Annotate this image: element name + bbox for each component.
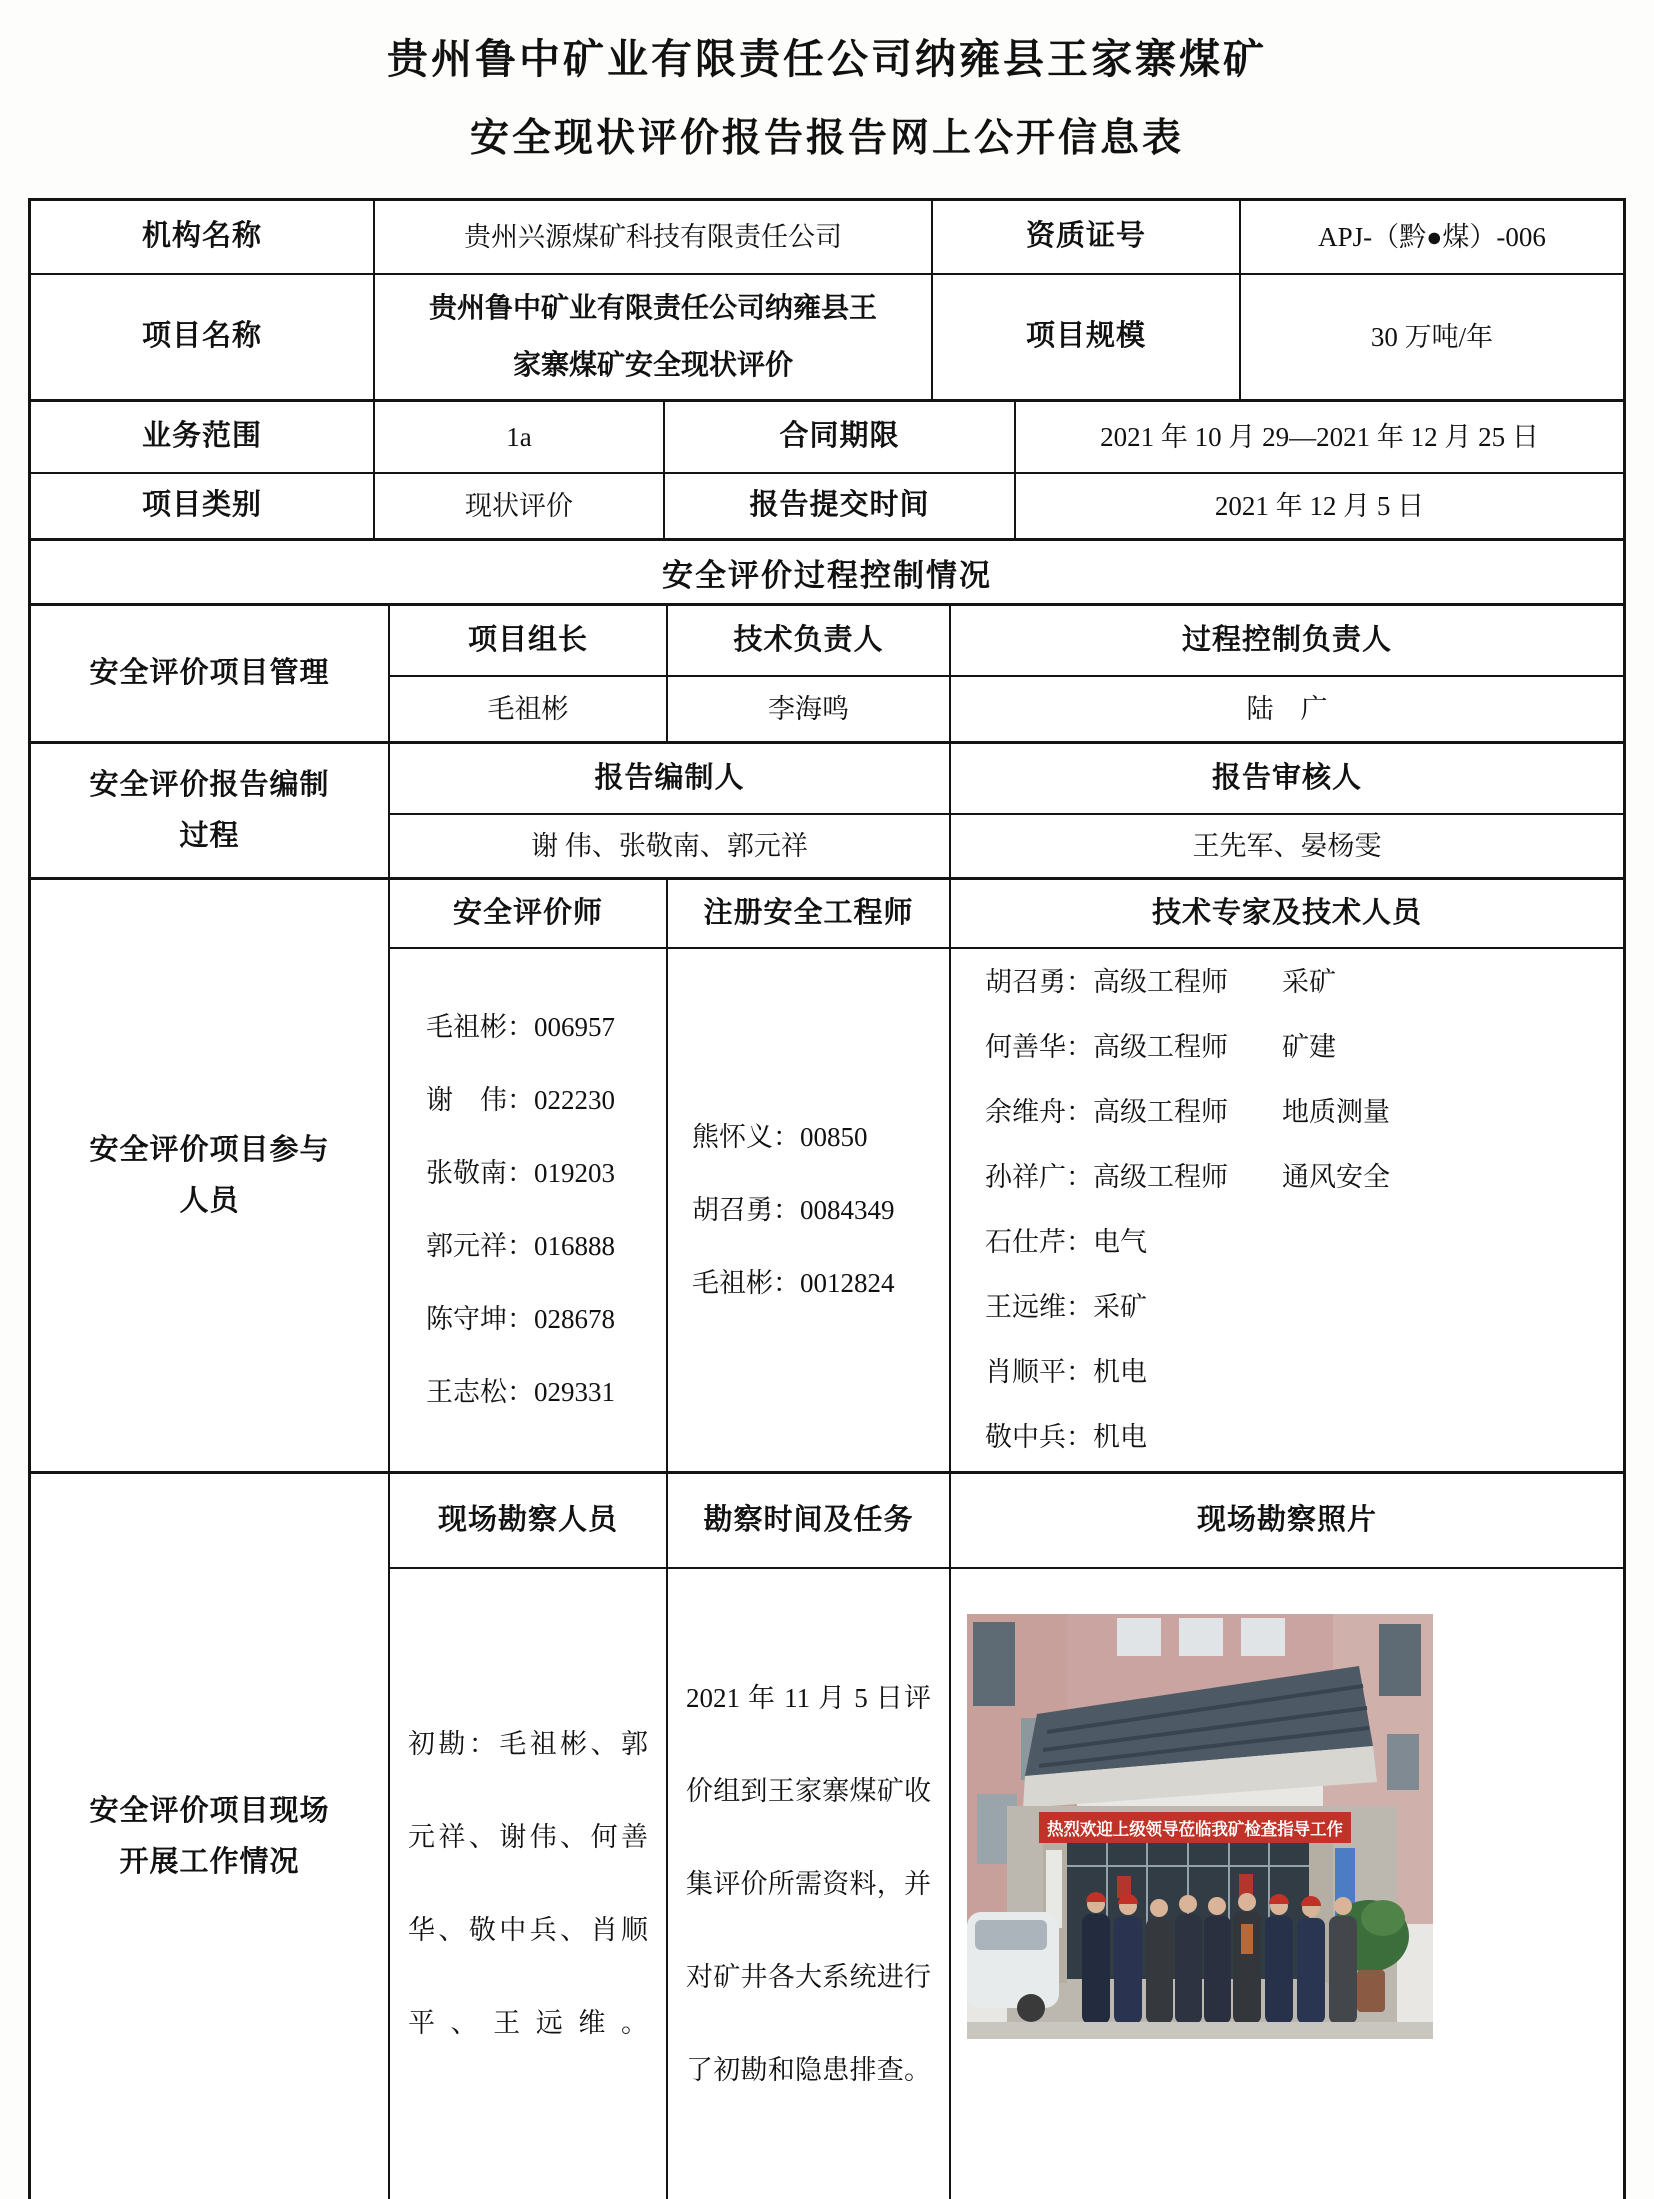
project-scale-value: 30 万吨/年	[1239, 273, 1623, 399]
basic-info-top	[31, 201, 1623, 399]
cert-no-label: 资质证号	[931, 201, 1239, 273]
expert-item: 胡召勇：高级工程师 采矿	[985, 967, 1336, 997]
project-category-label: 项目类别	[31, 472, 373, 538]
project-management-rows	[31, 603, 1623, 741]
contract-period-value: 2021 年 10 月 29—2021 年 12 月 25 日	[1014, 402, 1623, 472]
participants-rows	[31, 877, 1623, 1471]
project-name-value: 贵州鲁中矿业有限责任公司纳雍县王家寨煤矿安全现状评价	[373, 273, 931, 399]
report-writer-label: 报告编制人	[388, 744, 949, 813]
expert-item: 何善华：高级工程师 矿建	[985, 1032, 1336, 1062]
fieldwork-row-label	[31, 1474, 388, 2199]
process-control-value: 陆 广	[949, 675, 1623, 741]
expert-item: 敬中兵：机电	[985, 1422, 1147, 1452]
evaluator-list	[388, 947, 666, 1471]
welcome-banner-text: 热烈欢迎上级领导莅临我矿检查指导工作	[1047, 1820, 1353, 1839]
expert-list	[949, 947, 1623, 1471]
evaluator-item: 王志松：029331	[426, 1377, 615, 1407]
engineer-list	[666, 947, 949, 1471]
compilation-row-label	[31, 744, 388, 877]
report-writer-value: 谢 伟、张敬南、郭元祥	[388, 813, 949, 877]
survey-personnel-value	[388, 1567, 666, 2199]
fieldwork-row-label-line2: 开展工作情况	[119, 1845, 300, 1878]
expert-item: 肖顺平：机电	[985, 1357, 1147, 1387]
survey-photo-cell	[949, 1567, 1623, 2199]
page-title-line1: 贵州鲁中矿业有限责任公司纳雍县王家寨煤矿	[387, 36, 1267, 82]
org-name-label: 机构名称	[141, 220, 262, 253]
project-leader-value: 毛祖彬	[388, 675, 666, 741]
engineer-item: 胡召勇：0084349	[692, 1194, 895, 1225]
process-control-header: 安全评价过程控制情况	[31, 538, 1623, 603]
evaluator-item: 陈守坤：028678	[426, 1304, 615, 1334]
engineer-item: 毛祖彬：0012824	[692, 1267, 895, 1298]
basic-info-bottom	[31, 399, 1623, 538]
survey-photo-header: 现场勘察照片	[949, 1474, 1623, 1567]
survey-personnel-text: 初勘：毛祖彬、郭元祥、谢伟、何善华、敬中兵、肖顺平、王远维。	[408, 1729, 648, 2038]
survey-schedule-text: 2021 年 11 月 5 日评价组到王家寨煤矿收集评价所需资料，并对矿井各大系统进行了初勘和隐患排查。	[686, 1682, 931, 2085]
evaluator-item: 谢 伟：022230	[426, 1085, 615, 1115]
expert-item: 石仕芹：电气	[985, 1227, 1147, 1257]
survey-schedule-header: 勘察时间及任务	[666, 1474, 949, 1567]
survey-personnel-header: 现场勘察人员	[388, 1474, 666, 1567]
survey-schedule-value	[666, 1567, 949, 2199]
evaluator-column-header: 安全评价师	[388, 880, 666, 947]
business-scope-value: 1a	[373, 402, 663, 472]
info-table	[28, 198, 1626, 2199]
expert-item: 王远维：采矿	[985, 1292, 1147, 1322]
evaluator-item: 毛祖彬：006957	[426, 1012, 615, 1042]
project-name-label: 项目名称	[31, 273, 373, 399]
cert-no-value: APJ-（黔●煤）-006	[1239, 201, 1623, 273]
engineer-item: 熊怀义：00850	[692, 1121, 868, 1152]
tech-lead-label: 技术负责人	[666, 606, 949, 675]
fieldwork-rows	[31, 1471, 1623, 2199]
report-compilation-rows	[31, 741, 1623, 877]
participants-row-label-line2: 人员	[179, 1184, 240, 1217]
engineer-column-header: 注册安全工程师	[666, 880, 949, 947]
report-reviewer-label: 报告审核人	[949, 744, 1623, 813]
fieldwork-row-label-line1: 安全评价项目现场	[89, 1794, 330, 1827]
page-title-line2: 安全现状评价报告报告网上公开信息表	[469, 117, 1184, 160]
participants-row-label	[31, 880, 388, 1471]
project-scale-label: 项目规模	[931, 273, 1239, 399]
participants-row-label-line1: 安全评价项目参与	[89, 1133, 330, 1166]
evaluator-item: 张敬南：019203	[426, 1158, 615, 1188]
report-submit-value: 2021 年 12 月 5 日	[1014, 472, 1623, 538]
group-of-people	[1082, 1892, 1357, 2024]
project-category-value: 现状评价	[373, 472, 663, 538]
business-scope-label: 业务范围	[141, 420, 262, 453]
compilation-row-label-line2: 过程	[179, 819, 240, 852]
site-survey-photo	[967, 1614, 1433, 2039]
tech-lead-value: 李海鸣	[666, 675, 949, 741]
contract-period-label: 合同期限	[663, 402, 1014, 472]
management-row-label: 安全评价项目管理	[89, 656, 330, 689]
project-leader-label: 项目组长	[388, 606, 666, 675]
process-control-label: 过程控制负责人	[949, 606, 1623, 675]
expert-column-header: 技术专家及技术人员	[949, 880, 1623, 947]
compilation-row-label-line1: 安全评价报告编制	[89, 768, 330, 801]
expert-item: 余维舟：高级工程师 地质测量	[985, 1097, 1390, 1127]
evaluator-item: 郭元祥：016888	[426, 1231, 615, 1261]
report-submit-label: 报告提交时间	[663, 472, 1014, 538]
org-name-value: 贵州兴源煤矿科技有限责任公司	[373, 201, 931, 273]
expert-item: 孙祥广：高级工程师 通风安全	[985, 1162, 1390, 1192]
report-reviewer-value: 王先军、晏杨雯	[949, 813, 1623, 877]
